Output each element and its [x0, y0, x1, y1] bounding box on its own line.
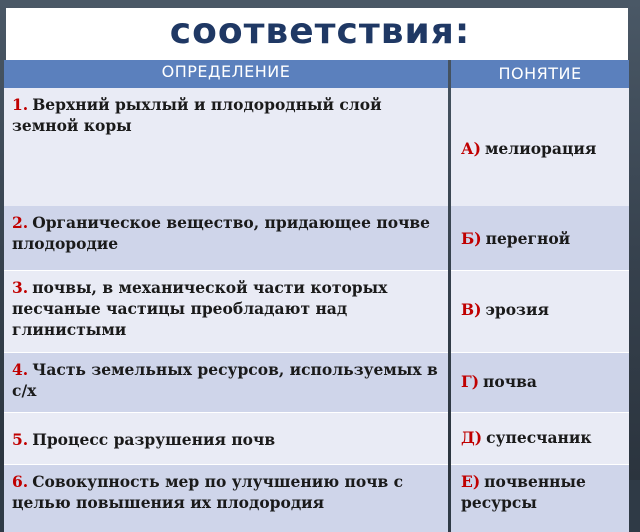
concept-letter: В) [461, 300, 482, 319]
concept-letter: Г) [461, 372, 480, 391]
concept-row-a [451, 88, 629, 206]
definition-row-2 [4, 206, 448, 270]
concept-text: эрозия [485, 300, 549, 319]
concept-letter: Д) [461, 428, 483, 447]
definition-text: Часть земельных ресурсов, используемых в с/х [12, 360, 438, 400]
concept-letter: А) [461, 139, 481, 158]
concept-letter: Е) [461, 472, 481, 491]
definition-row-3 [4, 270, 448, 352]
concept-row-b [451, 206, 629, 270]
definition-row-6 [4, 464, 448, 532]
definition-number: 2. [12, 213, 29, 232]
definition-row-1 [4, 88, 448, 206]
concept-row-e [451, 464, 629, 532]
page-title: соответствия: [169, 11, 471, 52]
concept-row-d [451, 412, 629, 464]
concept-text: перегной [485, 229, 571, 248]
definitions-header: ОПРЕДЕЛЕНИЕ [4, 60, 448, 88]
definition-text: почвы, в механической части которых песчаные частицы преобладают над глинистыми [12, 278, 388, 339]
concept-letter: Б) [461, 229, 482, 248]
concepts-header: ПОНЯТИЕ [451, 60, 629, 88]
definition-number: 5. [12, 430, 29, 449]
definition-number: 4. [12, 360, 29, 379]
definition-number: 3. [12, 278, 29, 297]
definition-text: Процесс разрушения почв [32, 430, 276, 449]
concept-text: мелиорация [484, 139, 597, 158]
concept-text: почвенные ресурсы [461, 472, 586, 512]
definition-text: Совокупность мер по улучшению почв с целью повышения их плодородия [12, 472, 404, 512]
definition-text: Органическое вещество, придающее почве плодородие [12, 213, 431, 253]
definition-row-4 [4, 352, 448, 412]
concept-row-g [451, 352, 629, 412]
definition-number: 1. [12, 95, 29, 114]
definition-number: 6. [12, 472, 29, 491]
title-area [0, 0, 640, 60]
concept-text: супесчаник [486, 428, 592, 447]
concept-row-v [451, 270, 629, 352]
definition-text: Верхний рыхлый и плодородный слой земной коры [12, 95, 382, 135]
definition-row-5 [4, 412, 448, 464]
concept-text: почва [483, 372, 537, 391]
